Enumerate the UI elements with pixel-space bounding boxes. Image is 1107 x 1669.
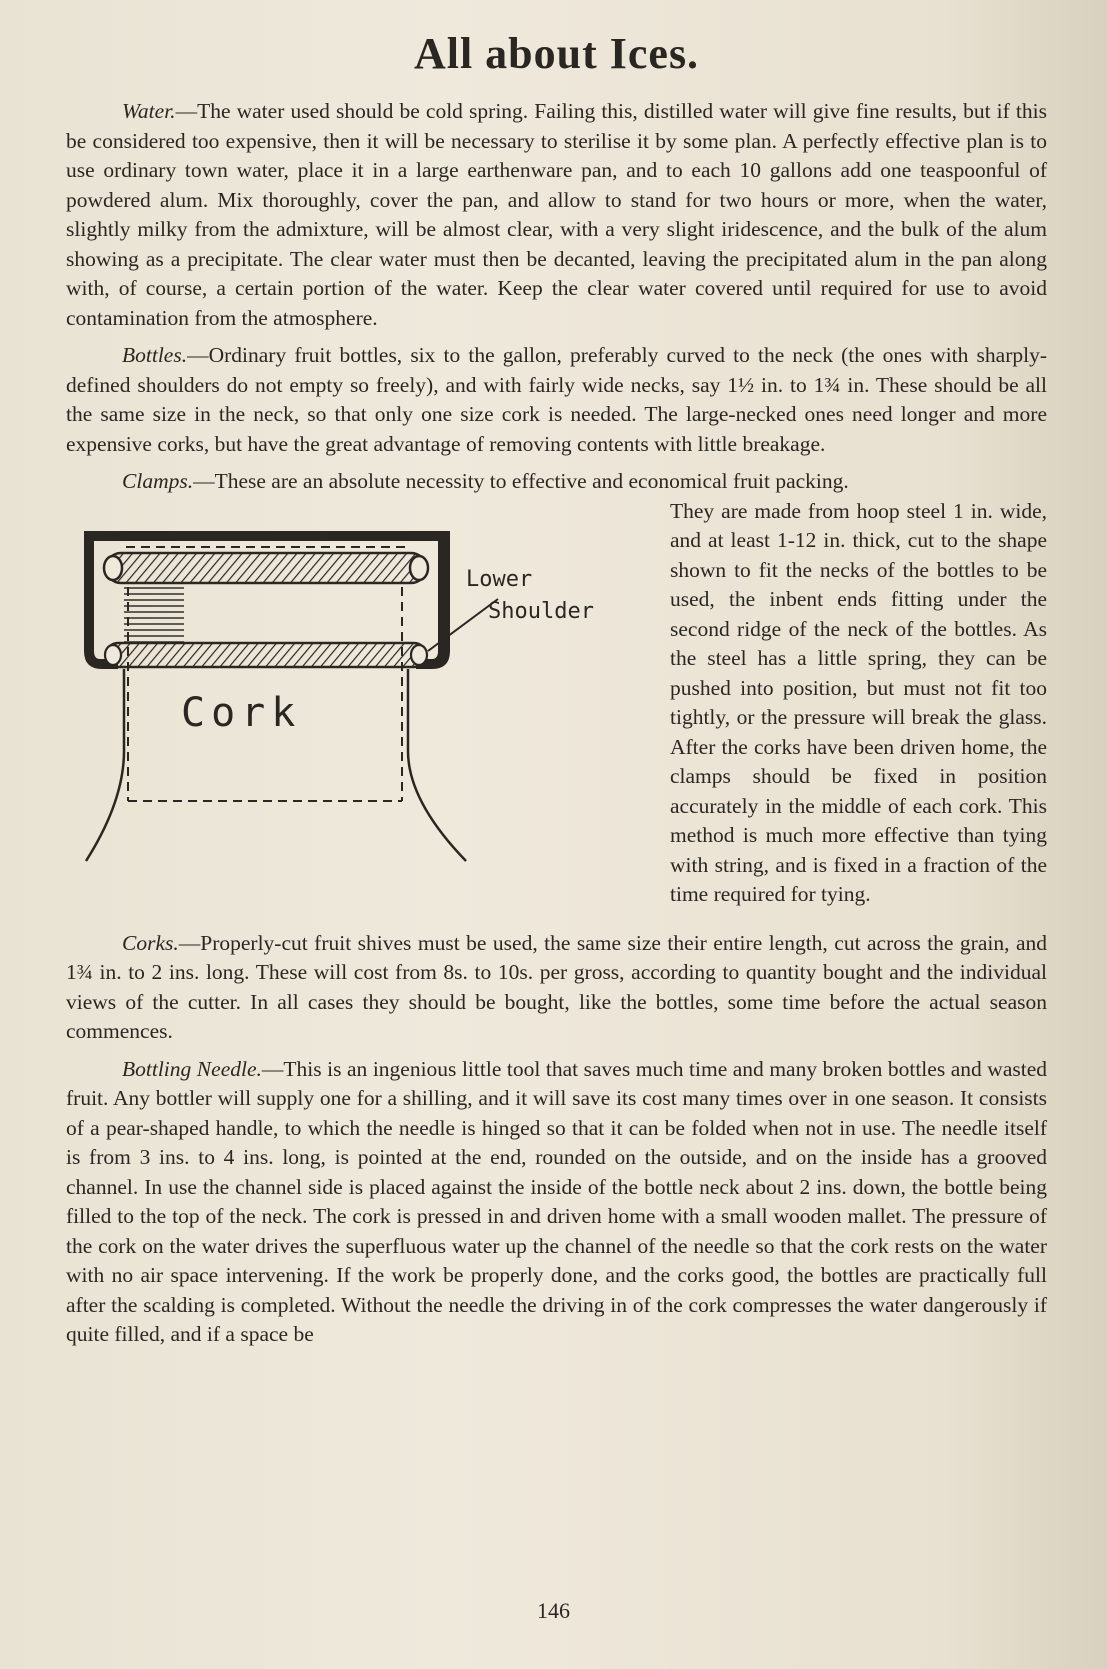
lower-label: Lower <box>466 566 533 592</box>
clamp-figure-block <box>66 497 1047 921</box>
text-corks: —Properly-cut fruit shives must be used, the same size their entire length, cut across the grain, and 1¾ in. to 2 ins. long. These will cost from 8s. to 10s. per gross, according to quantity bought and the individual views of the cutter. In all cases they should be bought, like the bottles, some time before the actual season commences. <box>66 930 1047 1043</box>
cork-label: Cork <box>181 689 302 736</box>
page-title: All about Ices. <box>413 29 700 78</box>
text-water: —The water used should be cold spring. Failing this, distilled water will give fine results, but if this be considered too expensive, then it will be necessary to sterilise it by some plan. A perfectly effective plan is to use ordinary town water, place it in a large earthenware pan, and to each 10 gallons add one teaspoonful of powdered alum. Mix thoroughly, cover the pan, and allow to stand for two hours or more, when the water, slightly milky from the admixture, will be almost clear, with a very slight iridescence, and the bulk of the alum showing as a precipitate. The clear water must then be decanted, leaving the precipitated alum in the pan along with, of course, a certain portion of the water. Keep the clear water covered until required for use to avoid contamination from the atmosphere. <box>66 99 1047 330</box>
clamp-diagram <box>66 501 656 921</box>
lower-ridge <box>106 643 426 667</box>
page-number: 146 <box>537 1598 570 1623</box>
paragraph-needle <box>66 1055 1047 1350</box>
clamp-drawing <box>66 501 656 921</box>
text-clamps-wrap: They are made from hoop steel 1 in. wide, and at least 1-12 in. thick, cut to the shape shown to fit the necks of the bottles to be used, the inbent ends fitting under the second ridge of the neck of the bottles. As the steel has a little spring, they can be pushed into position, but must not fit too tightly, or the pressure will break the glass. After the corks have been driven home, the clamps should be fixed in position accurately in the middle of each cork. This method is much more effective than tying with string, and is fixed in a fraction of the time required for tying. <box>670 498 1047 906</box>
shoulder-label: Shoulder <box>488 598 594 624</box>
lead-needle: Bottling Needle. <box>122 1056 262 1081</box>
paragraph-water <box>66 97 1047 333</box>
lead-corks: Corks. <box>122 930 179 955</box>
paragraph-bottles <box>66 341 1047 459</box>
upper-ridge <box>106 553 426 583</box>
paragraph-clamps-intro <box>66 467 1047 497</box>
lead-clamps: Clamps. <box>122 469 194 493</box>
lead-water: Water. <box>122 99 176 123</box>
text-clamps-intro: —These are an absolute necessity to effective and economical fruit packing. <box>193 469 849 493</box>
text-bottles: —Ordinary fruit bottles, six to the gallon, preferably curved to the neck (the ones with sharply-defined shoulders do not empty so freely), and with fairly wide necks, say 1½ in. to 1¾ in. These should be all the same size in the neck, so that only one size cork is needed. The large-necked ones need longer and more expensive corks, but have the great advantage of removing contents with little breakage. <box>66 343 1047 456</box>
text-needle: —This is an ingenious little tool that saves much time and many broken bottles and wasted fruit. Any bottler will supply one for a shilling, and it will save its cost many times over in one season. It consists of a pear-shaped handle, to which the needle is hinged so that it can be folded when not in use. The needle itself is from 3 ins. to 4 ins. long, is pointed at the end, rounded on the outside, and on the inside has a grooved channel. In use the channel side is placed against the inside of the bottle neck about 2 ins. down, the bottle being filled to the top of the neck. The cork is pressed in and driven home with a small wooden mallet. The pressure of the cork on the water drives the superfluous water up the channel of the needle so that the cork rests on the water with no air space intervening. If the work be properly done, and the corks good, the bottles are practically full after the scalding is completed. Without the needle the driving in of the cork compresses the water dangerously if quite filled, and if a space be <box>66 1056 1047 1346</box>
lead-bottles: Bottles. <box>122 343 188 367</box>
paragraph-corks <box>66 929 1047 1047</box>
